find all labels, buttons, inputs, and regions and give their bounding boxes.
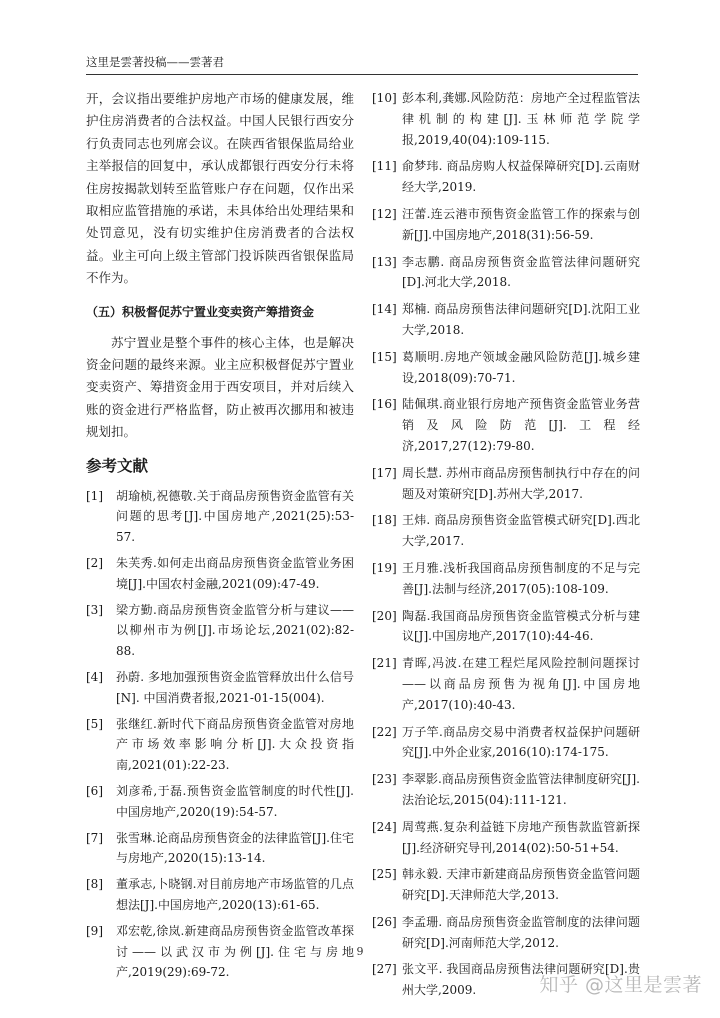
reference-number: [10] bbox=[372, 91, 397, 105]
reference-number: [14] bbox=[372, 302, 397, 317]
reference-number: [25] bbox=[372, 867, 397, 882]
reference-list-left bbox=[86, 486, 354, 984]
reference-number: [16] bbox=[372, 397, 397, 412]
reference-text: 张文平. 我国商品房预售法律问题研究[D].贵州大学,2009. bbox=[402, 962, 640, 998]
reference-list-right bbox=[372, 88, 640, 1001]
reference-text: 刘彦希,于磊.预售资金监管制度的时代性[J].中国房地产,2020(19):54-57. bbox=[116, 784, 354, 819]
reference-number: [12] bbox=[372, 206, 397, 221]
reference-item bbox=[372, 347, 640, 389]
reference-text: 李翠影.商品房预售资金监管法律制度研究[J].法治论坛,2015(04):111-121. bbox=[402, 772, 640, 807]
reference-text: 万子竿.商品房交易中消费者权益保护问题研究[J].中外企业家,2016(10):174-175. bbox=[402, 724, 640, 760]
reference-number: [7] bbox=[86, 830, 103, 845]
reference-number: [6] bbox=[86, 784, 103, 799]
watermark: 知乎 @这里是雲著 bbox=[539, 974, 702, 996]
reference-text: 汪蕾.连云港市预售资金监管工作的探索与创新[J].中国房地产,2018(31):56-59. bbox=[402, 206, 640, 242]
reference-text: 董承志,卜晓钢.对目前房地产市场监管的几点想法[J].中国房地产,2020(13):61-65. bbox=[116, 877, 354, 913]
reference-item bbox=[372, 463, 640, 505]
reference-item bbox=[86, 781, 354, 823]
reference-number: [17] bbox=[372, 465, 397, 480]
right-column bbox=[372, 88, 640, 1007]
reference-text: 王炜. 商品房预售资金监管模式研究[D].西北大学,2017. bbox=[402, 513, 640, 549]
reference-item bbox=[372, 864, 640, 906]
reference-item bbox=[86, 874, 354, 916]
reference-text: 周莺燕.复杂利益链下房地产预售款监管新探[J].经济研究导刊,2014(02):50-51+54. bbox=[402, 819, 640, 855]
section-subheading: （五）积极督促苏宁置业变卖资产筹措资金 bbox=[86, 304, 315, 319]
page-number: 9 bbox=[356, 945, 364, 958]
reference-number: [22] bbox=[372, 724, 397, 739]
reference-item bbox=[372, 204, 640, 246]
reference-number: [23] bbox=[372, 772, 397, 787]
reference-number: [9] bbox=[86, 923, 103, 938]
reference-number: [15] bbox=[372, 349, 397, 364]
reference-text: 陆佩琪.商业银行房地产预售资金监管业务营销及风险防范[J].工程经济,2017,27(12):79-80. bbox=[402, 397, 640, 453]
reference-text: 周长慧. 苏州市商品房预售制执行中存在的问题及对策研究[D].苏州大学,2017. bbox=[402, 465, 640, 501]
reference-number: [1] bbox=[86, 488, 103, 503]
left-column bbox=[86, 88, 354, 988]
reference-number: [21] bbox=[372, 656, 397, 671]
reference-text: 胡瑜桢,祝德敬.关于商品房预售资金监管有关问题的思考[J].中国房地产,2021(25):53-57. bbox=[116, 488, 354, 545]
reference-text: 孙蔚. 多地加强预售资金监管释放出什么信号[N]. 中国消费者报,2021-01-15(004). bbox=[116, 670, 354, 705]
reference-text: 郑楠. 商品房预售法律问题研究[D].沈阳工业大学,2018. bbox=[402, 302, 640, 337]
reference-number: [3] bbox=[86, 602, 103, 617]
reference-item bbox=[372, 653, 640, 715]
reference-text: 朱芙秀.如何走出商品房预售资金监管业务困境[J].中国农村金融,2021(09):47-49. bbox=[116, 556, 354, 591]
reference-text: 张雪琳.论商品房预售资金的法律监管[J].住宅与房地产,2020(15):13-14. bbox=[116, 830, 354, 866]
reference-text: 王月雅.浅析我国商品房预售制度的不足与完善[J].法制与经济,2017(05):108-109. bbox=[402, 560, 640, 596]
reference-text: 陶磊.我国商品房预售资金监管模式分析与建议[J].中国房地产,2017(10):44-46. bbox=[402, 608, 640, 644]
reference-text: 梁方勤.商品房预售资金监管分析与建议——以柳州市为例[J].市场论坛,2021(02):82-88. bbox=[116, 602, 354, 659]
reference-text: 张继红.新时代下商品房预售资金监管对房地产市场效率影响分析[J].大众投资指南,2021(01):22-23. bbox=[116, 716, 354, 773]
reference-item bbox=[372, 817, 640, 859]
reference-number: [4] bbox=[86, 670, 103, 685]
reference-number: [2] bbox=[86, 556, 103, 571]
body-paragraph: 开，会议指出要维护房地产市场的健康发展，维护住房消费者的合法权益。中国人民银行西安分行负责同志也列席会议。在陕西省银保监局给业主举报信的回复中，承认成都银行西安分行未将住房按揭款划转至监管账户存在问题，仅作出采取相应监管措施的承诺，未具体给出处理结果和处罚意见，没有切实维护住房消费者的合法权益。业主可向上级主管部门投诉陕西省银保监局不作为。 bbox=[86, 91, 354, 286]
reference-number: [19] bbox=[372, 560, 397, 575]
body-paragraph: 苏宁置业是整个事件的核心主体，也是解决资金问题的最终来源。业主应积极督促苏宁置业变卖资产、筹措资金用于西安项目，并对后续入账的资金进行严格监督，防止被再次挪用和被违规划扣。 bbox=[86, 334, 354, 440]
reference-item bbox=[372, 606, 640, 648]
references-heading: 参考文献 bbox=[86, 456, 149, 475]
reference-text: 彭本利,龚娜.风险防范：房地产全过程监管法律机制的构建[J].玉林师范学院学报,2019,40(04):109-115. bbox=[402, 91, 640, 147]
reference-item bbox=[372, 394, 640, 456]
reference-text: 俞梦玮. 商品房购人权益保障研究[D].云南财经大学,2019. bbox=[402, 159, 640, 195]
reference-text: 韩永毅. 天津市新建商品房预售资金监管问题研究[D].天津师范大学,2013. bbox=[402, 867, 640, 903]
reference-item bbox=[372, 156, 640, 198]
reference-item bbox=[372, 88, 640, 150]
reference-item bbox=[372, 510, 640, 552]
reference-item bbox=[86, 714, 354, 776]
reference-number: [27] bbox=[372, 962, 397, 977]
reference-text: 李孟珊. 商品房预售资金监管制度的法律问题研究[D].河南师范大学,2012. bbox=[402, 914, 640, 950]
reference-item bbox=[372, 299, 640, 341]
reference-item bbox=[86, 667, 354, 709]
reference-number: [11] bbox=[372, 159, 397, 174]
reference-item bbox=[372, 558, 640, 600]
reference-item bbox=[86, 600, 354, 662]
reference-item bbox=[86, 828, 354, 870]
reference-number: [18] bbox=[372, 513, 397, 528]
header-rule bbox=[86, 74, 638, 75]
reference-number: [13] bbox=[372, 254, 397, 269]
running-header: 这里是雲著投稿——雲著君 bbox=[86, 55, 224, 69]
reference-number: [5] bbox=[86, 716, 103, 731]
reference-item bbox=[86, 553, 354, 595]
reference-number: [24] bbox=[372, 819, 397, 834]
reference-item bbox=[372, 252, 640, 294]
reference-number: [20] bbox=[372, 608, 397, 623]
reference-text: 李志鹏. 商品房预售资金监管法律问题研究[D].河北大学,2018. bbox=[402, 254, 640, 290]
reference-text: 邓宏乾,徐岚.新建商品房预售资金监管改革探讨——以武汉市为例[J].住宅与房地产,2019(29):69-72. bbox=[116, 923, 354, 980]
reference-number: [26] bbox=[372, 914, 397, 929]
reference-text: 青晖,冯波.在建工程烂尾风险控制问题探讨——以商品房预售为视角[J].中国房地产,2017(10):40-43. bbox=[402, 656, 640, 712]
reference-item bbox=[372, 722, 640, 764]
reference-item bbox=[86, 486, 354, 548]
reference-number: [8] bbox=[86, 877, 103, 892]
reference-item bbox=[372, 769, 640, 811]
reference-text: 葛顺明.房地产领域金融风险防范[J].城乡建设,2018(09):70-71. bbox=[402, 349, 640, 385]
